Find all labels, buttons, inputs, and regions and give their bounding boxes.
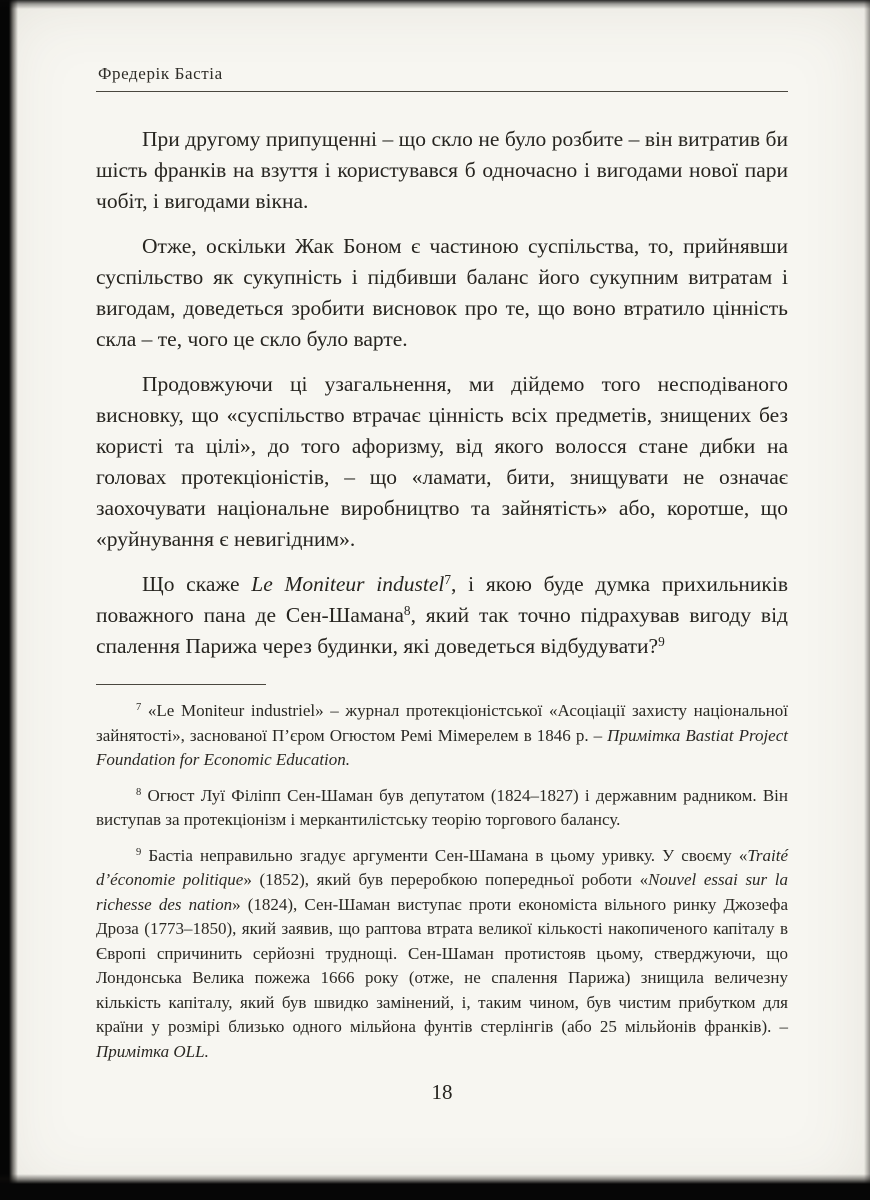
text-segment: Що скаже <box>142 572 252 596</box>
text-segment: Отже, оскільки Жак Боном є частиною суспільства, то, прийнявши суспільство як сукупність і підбивши баланс його сукупним витратам і вигодам, доведеться зробити висновок про те, що воно втратило цінність скла – те, чого це скло було варте. <box>96 234 788 351</box>
page-number: 18 <box>431 1080 453 1104</box>
text-segment: Огюст Луї Філіпп Сен-Шаман був депутатом (1824–1827) і державним радником. Він виступав за протекціонізм і меркантилістську теорію торгового балансу. <box>96 785 788 829</box>
text-segment: Traité d’économie politique <box>96 845 788 889</box>
scan-edge-bottom <box>0 1174 870 1200</box>
footnote <box>96 784 788 833</box>
text-segment: «Le Moniteur industriel» – журнал протекціоністської «Асоціації захисту національної зайнятості», заснованої П’єром Огюстом Ремі Мімерелем в 1846 р. – <box>96 701 788 745</box>
paragraph <box>96 369 788 555</box>
body-text <box>96 124 788 662</box>
footnote-ref: 9 <box>136 846 142 858</box>
footnote-ref: 7 <box>444 571 452 587</box>
footnote-ref: 9 <box>658 633 665 649</box>
footnote-separator <box>96 684 266 685</box>
scan-edge-right <box>864 0 870 1200</box>
footnote-ref: 8 <box>136 786 142 798</box>
footnote-ref: 8 <box>403 602 411 618</box>
text-segment: Le Moniteur industel <box>251 572 445 596</box>
text-segment: Примітка Bastiat Project Foundation for Economic Education. <box>96 725 788 769</box>
paragraph <box>96 124 788 217</box>
footnote <box>96 699 788 773</box>
footnotes <box>96 699 788 1064</box>
running-header: Фредерік Бастіа <box>98 64 223 83</box>
text-segment: » (1852), який був переробкою попередньої роботи « <box>243 870 649 889</box>
text-segment: , який так точно підрахував вигоду від спалення Парижа через будинки, які доведеться відбудувати? <box>96 603 788 658</box>
paragraph <box>96 569 788 662</box>
text-segment: , і якою буде думка прихильників поважного пана де Сен-Шамана <box>96 572 788 627</box>
scan-edge-top <box>0 0 870 9</box>
footnote-ref: 7 <box>136 702 142 714</box>
text-segment: Продовжуючи ці узагальнення, ми дійдемо того несподіваного висновку, що «суспільство втрачає цінність всіх предметів, знищених без користі та цілі», до того афоризму, від якого волосся стане дибки на головах протекціоністів, – що «ламати, бити, знищувати не означає заохочувати національне виробництво та зайнятість» або, коротше, що «руйнування є невигідним». <box>96 372 788 551</box>
binding-shadow-left <box>0 0 18 1200</box>
text-segment: » (1824), Сен-Шаман виступає проти економіста вільного ринку Джозефа Дроза (1773–1850), який заявив, що раптова втрата великої кількості накопиченого капіталу в Європі спричинить серйозні труднощі. Сен-Шаман протистояв цьому, стверджуючи, що Лондонська Велика пожежа 1666 року (отже, не спалення Парижа) знищила величезну кількість капіталу, який був швидко замінений, і, таким чином, був чистим прибутком для країни у розмірі близько одного мільйона фунтів стерлінгів (або 25 мільйонів франків). – <box>96 894 788 1036</box>
text-segment: Nouvel essai sur la richesse des nation <box>96 870 788 914</box>
text-segment: Примітка OLL. <box>96 1041 209 1061</box>
text-segment: Бастіа неправильно згадує аргументи Сен-Шамана в цьому уривку. У своєму « <box>141 845 748 865</box>
text-segment: При другому припущенні – що скло не було розбите – він витратив би шість франків на взуття і користувався б одночасно і вигодами нової пари чобіт, і вигодами вікна. <box>96 127 788 213</box>
footnote <box>96 844 788 1065</box>
paragraph <box>96 231 788 355</box>
header-rule <box>96 91 788 92</box>
